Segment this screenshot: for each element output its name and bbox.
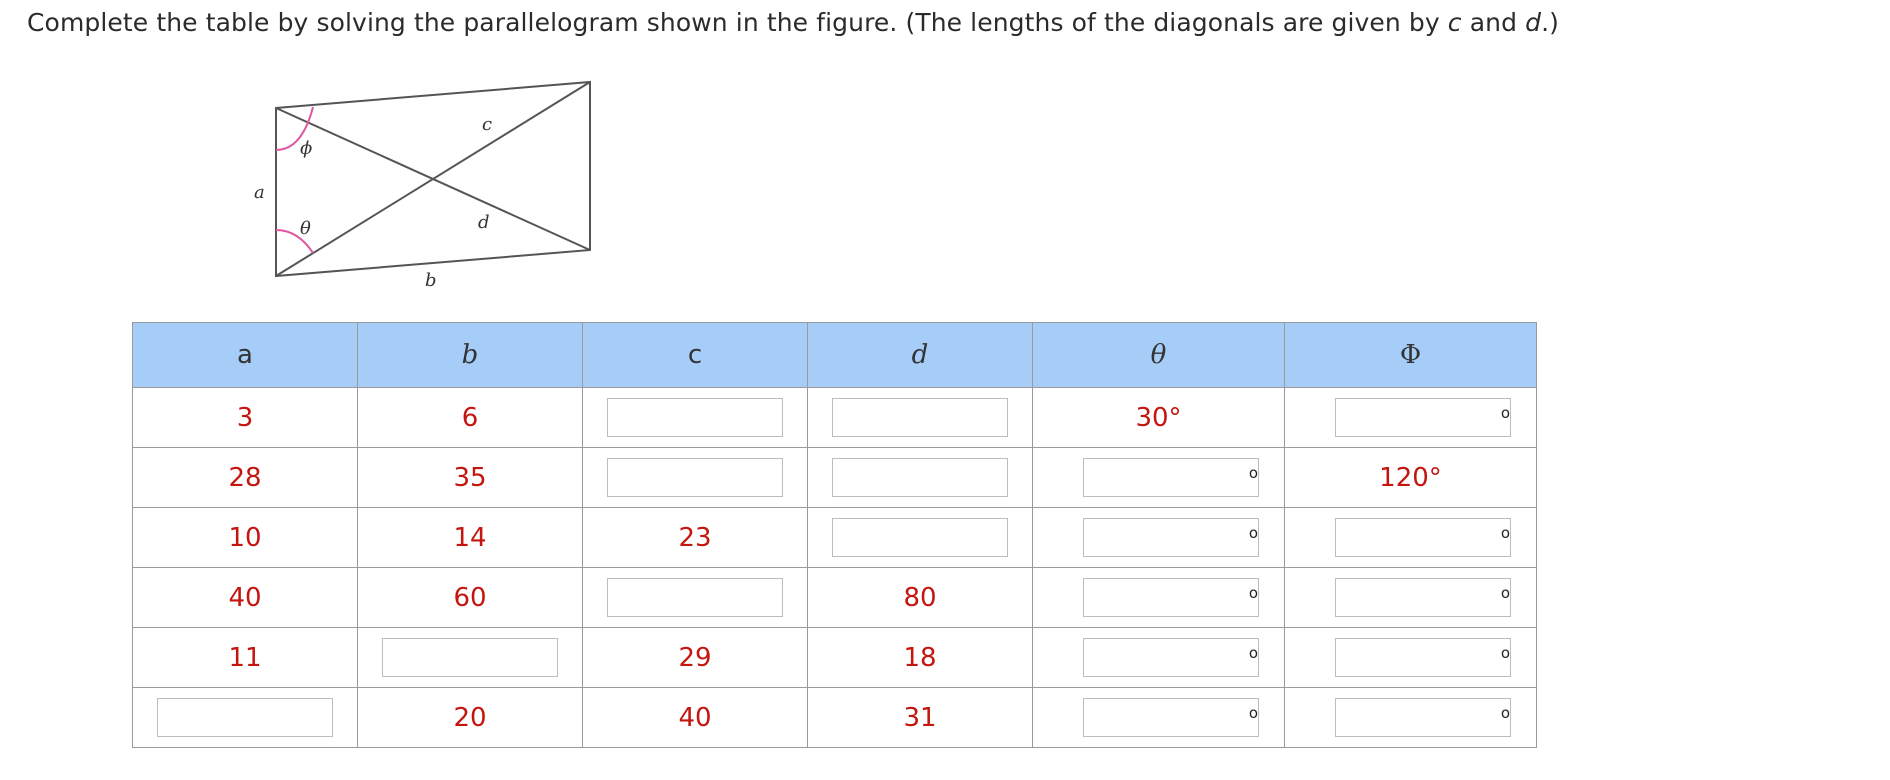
cell-a-value: 28 — [133, 448, 358, 508]
answer-input-c[interactable] — [607, 458, 783, 497]
cell-c-value: 29 — [583, 628, 808, 688]
degree-symbol: o — [1500, 524, 1510, 542]
answer-input-theta[interactable] — [1083, 578, 1259, 617]
header-b: b — [358, 323, 583, 388]
question-var-c: c — [1447, 8, 1462, 37]
degree-symbol: o — [1248, 584, 1258, 602]
answer-input-theta[interactable] — [1083, 638, 1259, 677]
table-row — [133, 568, 1537, 628]
degree-symbol: o — [1248, 644, 1258, 662]
cell-theta — [1033, 568, 1285, 628]
cell-theta — [1033, 448, 1285, 508]
header-phi: Φ — [1285, 323, 1537, 388]
cell-theta — [1033, 688, 1285, 748]
header-c: c — [583, 323, 808, 388]
table-body — [133, 388, 1537, 748]
diagonal-d — [276, 108, 590, 250]
cell-b-value: 60 — [358, 568, 583, 628]
table-row — [133, 448, 1537, 508]
cell-phi-value: 120° — [1285, 448, 1537, 508]
answer-input-phi[interactable] — [1335, 398, 1511, 437]
cell-phi — [1285, 628, 1537, 688]
parallelogram-figure — [240, 70, 620, 300]
question-var-d: d — [1525, 8, 1542, 37]
cell-d — [808, 448, 1033, 508]
degree-symbol: o — [1500, 584, 1510, 602]
answer-input-a[interactable] — [157, 698, 333, 737]
cell-d-value: 80 — [808, 568, 1033, 628]
answer-input-theta[interactable] — [1083, 698, 1259, 737]
answer-input-d[interactable] — [832, 458, 1008, 497]
label-b: b — [425, 270, 437, 291]
cell-theta-value: 30° — [1033, 388, 1285, 448]
answer-input-theta[interactable] — [1083, 458, 1259, 497]
cell-d — [808, 388, 1033, 448]
cell-phi — [1285, 388, 1537, 448]
answer-input-theta[interactable] — [1083, 518, 1259, 557]
answer-input-d[interactable] — [832, 398, 1008, 437]
label-a: a — [254, 182, 265, 203]
solution-table — [132, 322, 1537, 748]
cell-c-value: 23 — [583, 508, 808, 568]
question-part-3: .) — [1541, 8, 1559, 37]
question-part-1: Complete the table by solving the parallelogram shown in the figure. (The lengths of the diagonals are given by — [27, 8, 1448, 37]
label-phi: ϕ — [300, 138, 313, 159]
label-c: c — [482, 114, 493, 135]
cell-a-value: 10 — [133, 508, 358, 568]
cell-phi — [1285, 508, 1537, 568]
cell-theta — [1033, 508, 1285, 568]
header-theta: θ — [1033, 323, 1285, 388]
cell-b — [358, 628, 583, 688]
cell-b-value: 35 — [358, 448, 583, 508]
cell-a-value: 11 — [133, 628, 358, 688]
cell-c — [583, 448, 808, 508]
table-row — [133, 508, 1537, 568]
cell-b-value: 14 — [358, 508, 583, 568]
cell-d-value: 31 — [808, 688, 1033, 748]
label-theta: θ — [300, 218, 311, 239]
cell-a — [133, 688, 358, 748]
cell-phi — [1285, 568, 1537, 628]
answer-input-c[interactable] — [607, 398, 783, 437]
header-a: a — [133, 323, 358, 388]
degree-symbol: o — [1500, 404, 1510, 422]
cell-d-value: 18 — [808, 628, 1033, 688]
answer-input-d[interactable] — [832, 518, 1008, 557]
cell-a-value: 3 — [133, 388, 358, 448]
cell-theta — [1033, 628, 1285, 688]
question-text — [27, 8, 1559, 37]
cell-phi — [1285, 688, 1537, 748]
degree-symbol: o — [1500, 644, 1510, 662]
header-row — [133, 323, 1537, 388]
degree-symbol: o — [1248, 704, 1258, 722]
cell-d — [808, 508, 1033, 568]
cell-c-value: 40 — [583, 688, 808, 748]
table-row — [133, 628, 1537, 688]
table-row — [133, 388, 1537, 448]
answer-input-phi[interactable] — [1335, 698, 1511, 737]
answer-input-c[interactable] — [607, 578, 783, 617]
cell-c — [583, 568, 808, 628]
cell-a-value: 40 — [133, 568, 358, 628]
answer-input-phi[interactable] — [1335, 638, 1511, 677]
answer-input-phi[interactable] — [1335, 518, 1511, 557]
degree-symbol: o — [1248, 464, 1258, 482]
cell-c — [583, 388, 808, 448]
label-d: d — [478, 212, 490, 233]
answer-input-b[interactable] — [382, 638, 558, 677]
degree-symbol: o — [1248, 524, 1258, 542]
header-d: d — [808, 323, 1033, 388]
answer-input-phi[interactable] — [1335, 578, 1511, 617]
table-row — [133, 688, 1537, 748]
question-part-2: and — [1461, 8, 1526, 37]
cell-b-value: 20 — [358, 688, 583, 748]
degree-symbol: o — [1500, 704, 1510, 722]
cell-b-value: 6 — [358, 388, 583, 448]
